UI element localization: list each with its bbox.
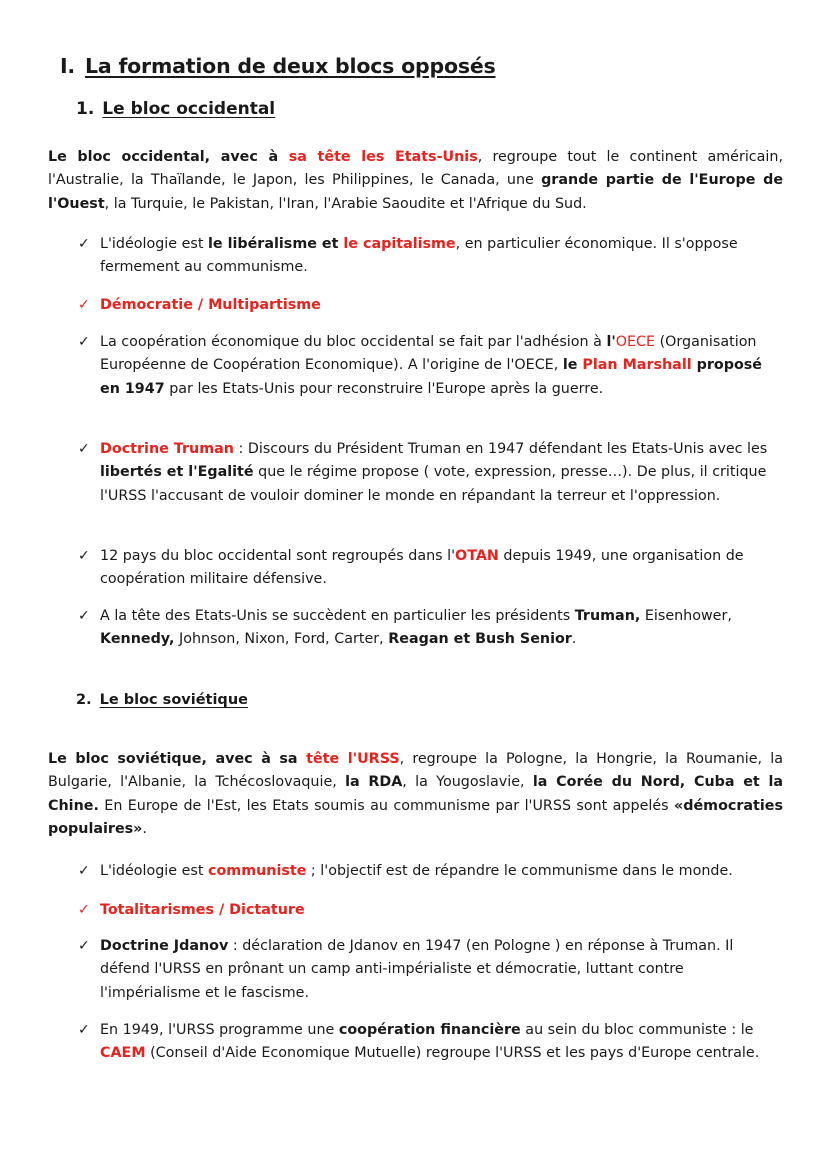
text-run: En 1949, l'URSS programme une [100, 1022, 339, 1038]
text-run: proposé en 1947 [100, 357, 762, 397]
text-run: l' [606, 334, 616, 350]
text-run: Doctrine Truman [100, 441, 234, 457]
text-run: la Corée du Nord, Cuba et la Chine. [48, 774, 784, 814]
section2-heading [76, 692, 248, 708]
text-run: le [562, 357, 583, 374]
checkmark-icon: ✓ [78, 441, 90, 457]
text-run: Le bloc occidental, avec à [48, 149, 289, 165]
checkmark-icon: ✓ [78, 548, 90, 564]
main-title-number: I. [60, 54, 76, 78]
section2-bullet-item [78, 899, 778, 922]
section1-bullet-item [78, 294, 778, 317]
text-run: ; l'objectif est de répandre le communisme dans le monde. [306, 863, 733, 879]
text-run: tête l'URSS [306, 751, 400, 767]
text-run: Kennedy, [100, 631, 175, 648]
section2-bullet-item [78, 860, 778, 883]
section2-intro-paragraph [48, 748, 783, 842]
text-run: Eisenhower, [640, 608, 732, 624]
bullet-text [100, 294, 778, 317]
text-run: : Discours du Président Truman en 1947 défendant les Etats-Unis avec les [233, 441, 768, 457]
text-run: OECE [615, 334, 656, 350]
text-run: , regroupe la Pologne, la Hongrie, la Roumanie, la Bulgarie, l'Albanie, la Tchécoslovaquie, [48, 751, 783, 791]
text-run: la RDA [345, 774, 403, 791]
main-title-text: La formation de deux blocs opposés [85, 54, 496, 78]
text-run: , en particulier économique. Il s'oppose fermement au communisme. [100, 236, 738, 276]
text-run: au sein du bloc communiste : le [520, 1022, 754, 1038]
checkmark-icon: ✓ [78, 236, 90, 252]
text-run: «démocraties populaires» [48, 797, 783, 838]
text-run: que le régime propose ( vote, expression, presse…). De plus, il critique l'URSS l'accusant de vouloir dominer le monde en répandant la terreur et l'oppression. [100, 464, 767, 504]
bullet-text [100, 935, 778, 1005]
text-run: grande partie de l'Europe de l'Ouest [48, 172, 784, 212]
text-run: En Europe de l'Est, les Etats soumis au communisme par l'URSS sont appelés [98, 797, 674, 814]
section1-bullet-item [78, 233, 778, 280]
text-run: La coopération économique du bloc occidental se fait par l'adhésion à [100, 334, 607, 350]
checkmark-icon: ✓ [78, 863, 90, 879]
text-run: sa tête les Etats-Unis [288, 149, 478, 165]
bullet-text [100, 233, 778, 280]
main-title [60, 54, 496, 78]
text-run: depuis 1949, une organisation de coopération militaire défensive. [100, 548, 744, 588]
text-run: OTAN [455, 548, 499, 564]
text-run: (Organisation Européenne de Coopération Economique). A l'origine de l'OECE, [100, 334, 757, 374]
section1-intro-paragraph [48, 146, 783, 216]
bullet-text [100, 331, 778, 401]
text-run: le libéralisme et [208, 236, 344, 252]
section1-heading [76, 99, 275, 119]
text-run: Doctrine Jdanov [100, 938, 229, 954]
text-run: le capitalisme [343, 236, 456, 252]
bullet-text [100, 545, 778, 592]
text-run: communiste [208, 863, 307, 879]
text-run: : déclaration de Jdanov en 1947 (en Pologne ) en réponse à Truman. Il défend l'URSS en prônant un camp anti-impérialiste et démocratie, luttant contre l'impérialisme et le fascisme. [100, 938, 734, 1001]
text-run: , la Turquie, le Pakistan, l'Iran, l'Arabie Saoudite et l'Afrique du Sud. [104, 195, 587, 212]
text-run: coopération financière [338, 1022, 521, 1038]
checkmark-icon: ✓ [78, 608, 90, 624]
text-run: Johnson, Nixon, Ford, Carter, [174, 631, 389, 648]
section2-bullet-item [78, 935, 778, 1005]
section1-bullet-item [78, 545, 778, 592]
text-run: Reagan et Bush Senior [388, 631, 572, 648]
bullet-text [100, 899, 778, 922]
checkmark-icon: ✓ [78, 1022, 90, 1038]
checkmark-icon: ✓ [78, 334, 90, 350]
text-run: , regroupe tout le continent américain, l'Australie, la Thaïlande, le Japon, les Philippines, le Canada, une [48, 149, 783, 189]
text-run: . [142, 821, 147, 838]
text-run: par les Etats-Unis pour reconstruire l'Europe après la guerre. [164, 380, 604, 397]
section1-bullet-item [78, 605, 778, 652]
bullet-text [100, 1019, 778, 1066]
text-run: CAEM [100, 1045, 146, 1062]
text-run: L'idéologie est [100, 236, 208, 252]
text-run: L'idéologie est [100, 863, 208, 879]
text-run: (Conseil d'Aide Economique Mutuelle) regroupe l'URSS et les pays d'Europe centrale. [145, 1045, 760, 1062]
text-run: Démocratie / Multipartisme [100, 297, 321, 313]
section2-title: Le bloc soviétique [99, 692, 248, 708]
text-run: 12 pays du bloc occidental sont regroupés dans l' [100, 548, 456, 564]
checkmark-icon: ✓ [78, 297, 90, 313]
section1-title: Le bloc occidental [102, 99, 276, 119]
section2-bullet-item [78, 1019, 778, 1066]
text-run: Totalitarismes / Dictature [100, 902, 305, 918]
bullet-text [100, 438, 778, 508]
text-run: Le bloc soviétique, avec à sa [48, 751, 307, 767]
section2-number: 2. [76, 692, 92, 708]
checkmark-icon: ✓ [78, 938, 90, 954]
text-run: , la Yougoslavie, [402, 774, 533, 791]
section1-bullet-item [78, 331, 778, 401]
text-run: Plan Marshall [582, 357, 692, 374]
section1-bullet-item [78, 438, 778, 508]
checkmark-icon: ✓ [78, 902, 90, 918]
bullet-text [100, 860, 778, 883]
text-run: . [571, 631, 577, 648]
text-run: Truman, [574, 608, 641, 624]
text-run: libertés et l'Egalité [100, 464, 254, 481]
section1-number: 1. [76, 99, 95, 119]
bullet-text [100, 605, 778, 652]
text-run: A la tête des Etats-Unis se succèdent en particulier les présidents [100, 608, 575, 624]
